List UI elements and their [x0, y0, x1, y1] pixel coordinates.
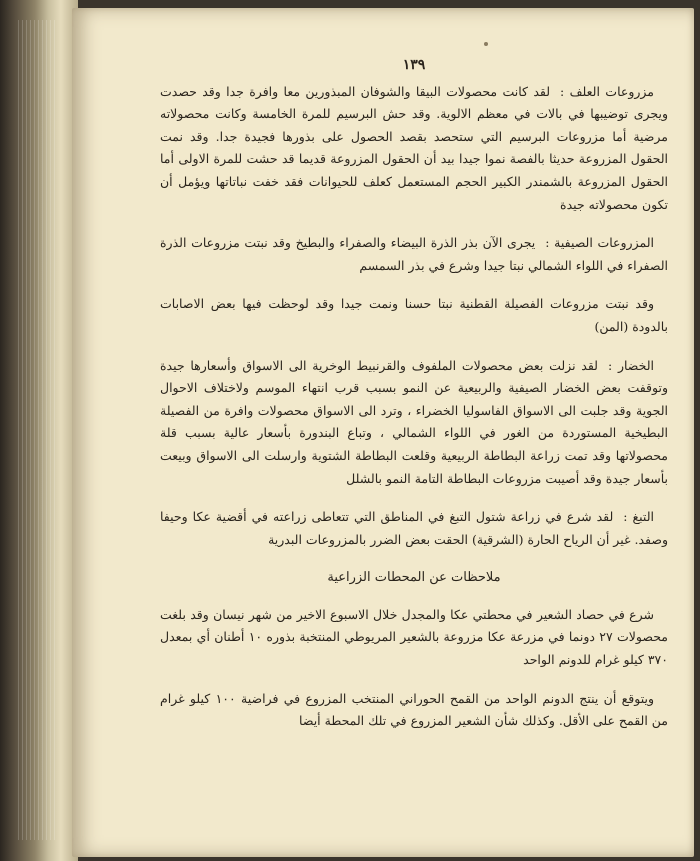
label-vegetables: الخضار : [608, 357, 654, 373]
page-content [160, 54, 668, 749]
label-tobacco: التبغ : [623, 509, 654, 525]
page-number: ١٣٩ [402, 57, 426, 73]
text-vegetables: لقد نزلت بعض محصولات الملفوف والقرنبيط الوخرية الى الاسواق وأسعارها جيدة وتوقفت بعض الخضار الصيفية والربيعية عن النمو بسبب قرب انتهاء الموسم ولاختلاف الاحوال الجوية وقد جلبت الى الاسواق الفاسوليا الخضراء ، وترد الى الاسواق محصولات وافرة من الفصيلة البطيخية المستوردة من الغور في اللواء الشمالي ، وتباع البندورة بأسعار عالية بسبب قلة محصولاتها وقد تمت زراعة البطاطة الربيعية وقلعت البطاطة الشتوية وارسلت الى الاسواق وبيعت بأسعار جيدة وقد أصيبت مزروعات البطاطة التامة النمو بالشلل [160, 357, 668, 486]
paragraph-tobacco [160, 506, 668, 551]
text-fodder: لقد كانت محصولات البيقا والشوفان المبذورين معا وافرة جدا وقد حصدت ويجرى توضيبها في بالات في معظم الالوية. وقد حش البرسيم للمرة الخامسة وكانت محصولاته مرضية أما مزروعات البرسيم التي ستحصد بقصد الحصول على بذورها فجيدة جدا. وقد نمت الحقول المزروعة حديثا بالفصة نموا جيدا بيد أن الحقول المزروعة قديما قد حشت للمرة الاولى أما الحقول المزروعة بالشمندر الكبير الحجم المستعمل كعلف للحيوانات فقد خفت نباتاتها ويؤمل أن تكون محصولاته جيدة [160, 83, 668, 212]
label-fodder: مزروعات العلف : [560, 83, 654, 99]
text-cotton: وقد نبتت مزروعات الفصيلة القطنية نبتا حسنا ونمت جيدا وقد لوحظت فيها بعض الاصابات بالدودة (المن) [160, 296, 668, 334]
text-summer-crops: يجرى الآن بذر الذرة البيضاء والصفراء والبطيخ وقد نبتت مزروعات الذرة الصفراء في اللواء الشمالي نبتا جيدا وشرع في بذر السمسم [160, 235, 668, 273]
paragraph-fodder [160, 81, 668, 217]
page-edges [18, 20, 58, 840]
text-tobacco: لقد شرع في زراعة شتول التبغ في المناطق التي تتعاطى زراعته في أقضية عكا وحيفا وصفد. غير أن الرياح الحارة (الشرقية) الحقت بعض الضرر بالمزروعات البدرية [160, 509, 668, 547]
paragraph-vegetables [160, 355, 668, 491]
paragraph-stations-1: شرع في حصاد الشعير في محطتي عكا والمجدل خلال الاسبوع الاخير من شهر نيسان وقد بلغت محصولات ٢٧ دونما في مزرعة عكا مزروعة بالشعير المريوطي المنتخبة بذوره ١٠ أطنان أي بمعدل ٣٧٠ كيلو غرام للدونم الواحد [160, 606, 668, 668]
page-dot-mark [484, 42, 488, 46]
section-heading-stations: ملاحظات عن المحطات الزراعية [327, 570, 501, 586]
label-summer-crops: المزروعات الصيفية : [545, 235, 654, 251]
paragraph-summer-crops [160, 232, 668, 277]
paragraph-cotton [160, 293, 668, 338]
document-page [72, 8, 694, 857]
paragraph-stations-2: ويتوقع أن ينتج الدونم الواحد من القمح الحوراني المنتخب المزروع في فراضية ١٠٠ كيلو غرام من القمح على الأقل. وكذلك شأن الشعير المزروع في تلك المحطة أيضا [160, 690, 668, 729]
